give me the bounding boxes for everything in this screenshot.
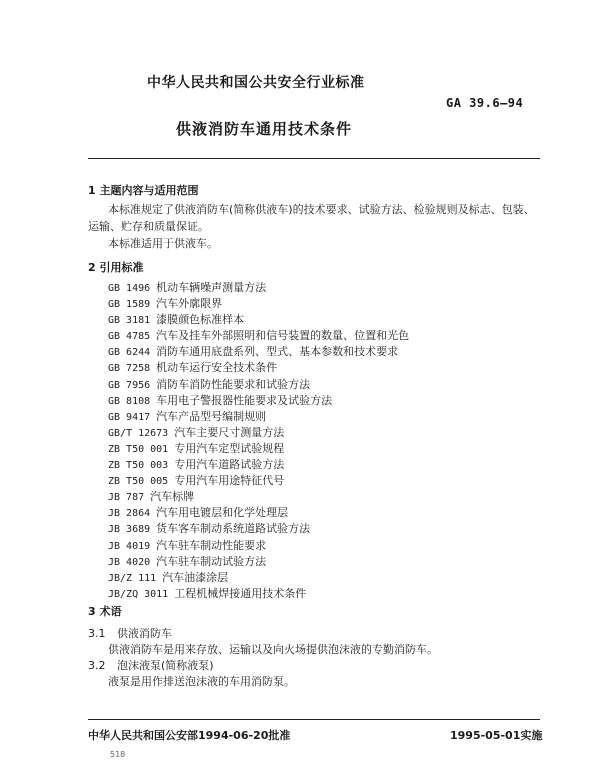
reference-item [108,570,409,586]
reference-code: GB 7258 [108,363,151,375]
reference-item [108,393,409,409]
section-1-scope-paragraph: 本标准规定了供液消防车(简称供液车)的技术要求、试验方法、检验规则及标志、包装、运输、贮存和质量保证。 [88,203,535,233]
reference-title: 汽车驻车制动试验方法 [156,554,267,568]
reference-code: JB 3689 [108,524,151,536]
term-1-number: 3.1 [88,627,106,640]
reference-code: ZB T50 005 [108,476,169,488]
reference-item [108,554,409,570]
reference-item [108,586,409,602]
reference-code: JB 787 [108,492,145,504]
section-1-heading: 1 主题内容与适用范围 [88,184,199,197]
reference-title: 汽车外廓限界 [156,297,223,311]
reference-item [108,344,409,360]
term-1-definition: 供液消防车是用来存放、运输以及向火场提供泡沫液的专勤消防车。 [108,643,438,656]
page-number: 518 [110,750,126,759]
reference-list [108,280,409,602]
term-2-number: 3.2 [88,659,106,672]
reference-title: 汽车用电镀层和化学处理层 [156,506,289,520]
reference-title: 消防车通用底盘系列、型式、基本参数和技术要求 [156,345,399,359]
term-2-name: 泡沫液泵(简称液泵) [117,659,214,672]
footer-rule [88,719,540,720]
reference-title: 专用汽车用途特征代号 [174,474,285,488]
reference-title: 货车客车制动系统道路试验方法 [156,522,311,536]
document-title: 供液消防车通用技术条件 [176,120,353,138]
reference-title: 汽车驻车制动性能要求 [156,538,267,552]
reference-code: GB 4785 [108,331,151,343]
reference-code: JB 2864 [108,508,151,520]
reference-code: GB 6244 [108,347,151,359]
reference-item [108,489,409,505]
term-2-heading [88,657,214,674]
reference-title: 机动车辆噪声测量方法 [156,281,267,294]
term-1-heading [88,625,172,642]
reference-item [108,505,409,521]
reference-item [108,409,409,425]
reference-title: 消防车消防性能要求和试验方法 [156,377,311,391]
term-1-name: 供液消防车 [117,627,172,640]
issuer-title: 中华人民共和国公共安全行业标准 [147,75,365,91]
reference-title: 汽车及挂车外部照明和信号装置的数量、位置和光色 [156,329,410,343]
reference-title: 汽车油漆涂层 [162,570,229,584]
reference-item [108,457,409,473]
reference-code: GB 1496 [108,283,151,294]
reference-code: GB 8108 [108,395,151,407]
reference-item [108,521,409,537]
reference-item [108,296,409,312]
term-2-definition: 液泵是用作排送泡沫液的车用消防泵。 [108,675,295,688]
effective-date: 1995-05-01实施 [450,729,543,742]
reference-item [108,377,409,393]
reference-code: GB 3181 [108,315,151,327]
reference-item [108,360,409,376]
reference-title: 汽车产品型号编制规则 [156,409,267,423]
reference-item [108,425,409,441]
reference-title: 车用电子警报器性能要求及试验方法 [156,393,333,407]
reference-code: GB 9417 [108,411,151,423]
reference-code: GB/T 12673 [108,427,169,439]
reference-code: JB/Z 111 [108,572,157,584]
reference-title: 机动车运行安全技术条件 [156,361,278,375]
section-2-heading: 2 引用标准 [88,261,144,274]
reference-title: 漆膜颜色标准样本 [156,313,245,327]
reference-item [108,328,409,344]
reference-title: 工程机械焊接通用技术条件 [174,586,307,600]
reference-title: 专用汽车定型试验规程 [174,441,285,455]
section-3-heading: 3 术语 [88,605,122,618]
reference-title: 汽车标牌 [150,490,195,504]
reference-item [108,312,409,328]
section-1-applicability-paragraph: 本标准适用于供液车。 [108,237,218,250]
reference-item [108,473,409,489]
reference-item [108,441,409,457]
header-rule [88,158,540,159]
reference-code: ZB T50 003 [108,460,169,472]
reference-item [108,280,409,296]
reference-code: JB/ZQ 3011 [108,588,169,600]
reference-code: JB 4019 [108,540,151,552]
reference-item [108,538,409,554]
reference-code: GB 7956 [108,379,151,391]
reference-code: ZB T50 001 [108,443,169,455]
reference-code: GB 1589 [108,299,151,311]
reference-code: JB 4020 [108,556,151,568]
reference-title: 专用汽车道路试验方法 [174,458,285,472]
reference-title: 汽车主要尺寸测量方法 [174,425,285,439]
approval-line: 中华人民共和国公安部1994-06-20批准 [88,729,291,742]
standard-code: GA 39.6—94 [446,96,524,110]
